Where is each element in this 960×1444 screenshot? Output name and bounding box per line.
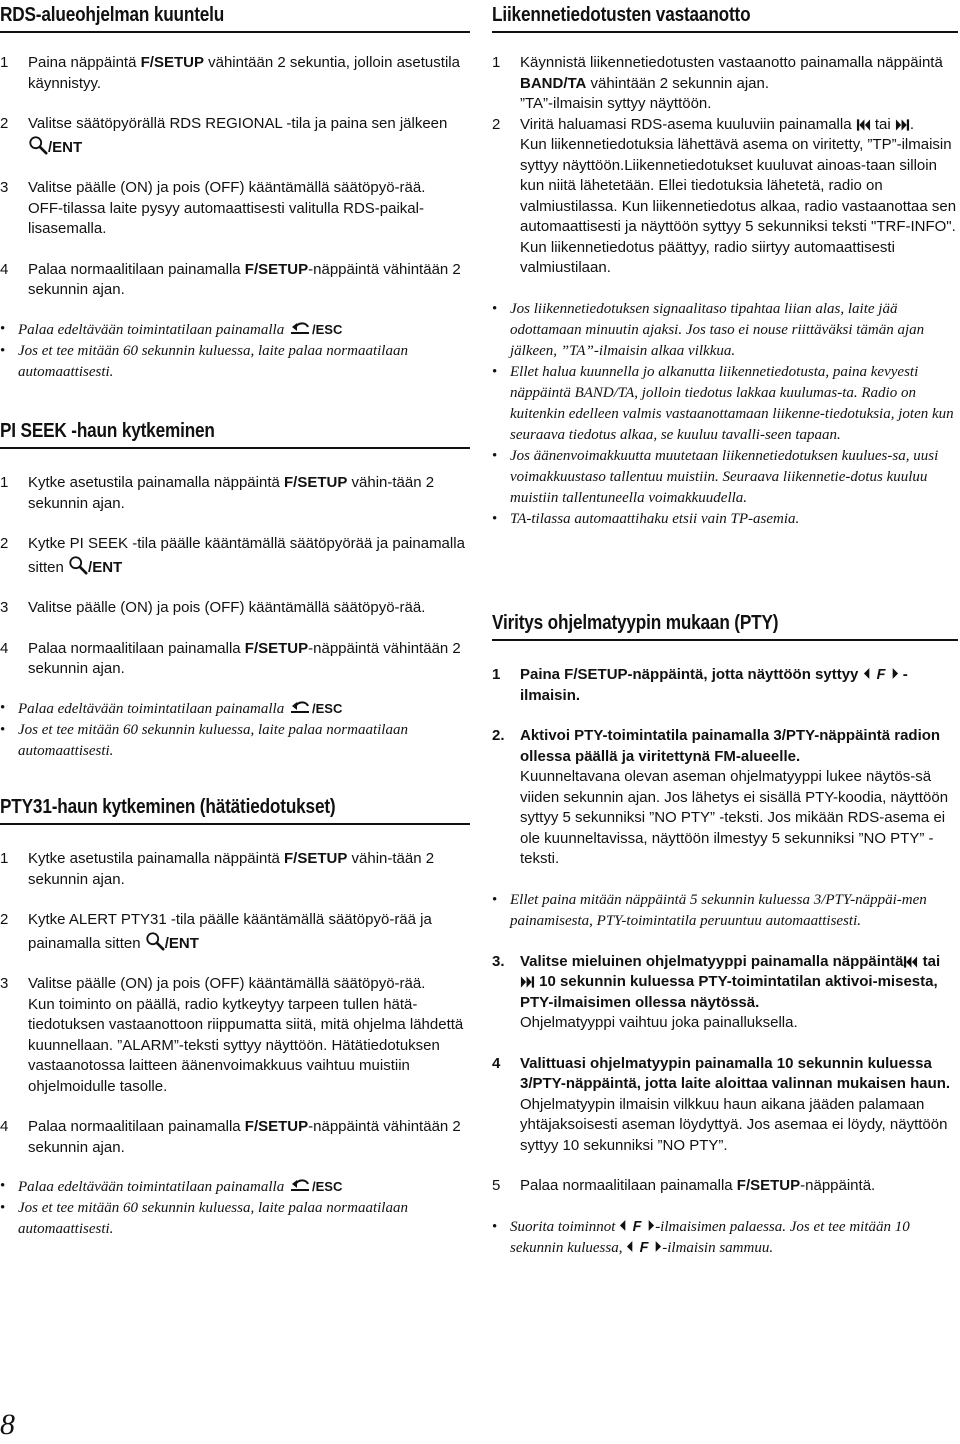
step-note: Kun liikennetiedotuksia lähettävä asema on viritetty, ”TP”-ilmaisin syttyy näyttöön.Liikennetiedotukset kuuluvat ainoas-taan silloin kun niitä lähetetään. Ellei tiedotuksia lähetetä, radio on valmiustilassa. Kun liikennetiedotus alkaa, radio vastaanottaa sen automaattisesti ja näyttöön syttyy 5 sekunniksi teksti "TRF-INFO". Kun liikennetiedotus päättyy, radio siirtyy automaattisesti valmiustilaan. xyxy=(520,136,957,276)
piseek-step-2 xyxy=(0,534,470,578)
title-rule xyxy=(492,639,958,641)
prev-track-icon xyxy=(903,955,918,969)
key-label: F/SETUP xyxy=(244,1118,309,1135)
pty31-step-2 xyxy=(0,910,470,954)
rds-step-1 xyxy=(0,53,470,94)
page-number: 8 xyxy=(0,1408,15,1441)
key-label: BAND/TA xyxy=(520,74,587,92)
step-note: Ohjelmatyyppi vaihtuu joka painalluksella. xyxy=(520,1014,798,1031)
step-text: Kytke asetustila painamalla näppäintä xyxy=(28,850,284,867)
section-title-ta: Liikennetiedotusten vastaanotto xyxy=(492,4,751,26)
bullet-dot: • xyxy=(492,363,498,380)
bullet-text: Suorita toiminnot xyxy=(510,1218,620,1235)
step-number: 2. xyxy=(492,727,505,744)
title-rule xyxy=(492,31,958,33)
bullet-text: Ellet halua kuunnella jo alkanutta liikennetiedotusta, paina kevyesti näppäintä BAND/TA, jolloin tiedotus lakkaa kuulumas-ta. Radio on kuitenkin edelleen valmis vastaanottamaan liikenne-tiedotuksia, joten kun seuraava tiedotus alkaa, se kuuluu tavalli-seen tapaan. xyxy=(510,363,954,443)
step-number: 4 xyxy=(492,1054,501,1072)
bullet-dot: • xyxy=(0,721,6,738)
step-text: vähintään 2 sekunnin ajan. xyxy=(586,74,770,92)
key-label: /ESC xyxy=(311,1179,343,1194)
key-label: /ENT xyxy=(48,138,83,156)
bullet-dot: • xyxy=(0,1200,6,1216)
bullet-text: Palaa edeltävään toimintatilaan painamalla xyxy=(18,1179,288,1195)
section-piseek xyxy=(0,420,470,762)
step-text: 10 sekunnin kuluessa PTY-toimintatilan aktivoi-misesta, PTY-ilmaisimen ollessa näytössä. xyxy=(520,973,938,1011)
bullet-text: Ellet paina mitään näppäintä 5 sekunnin kuluessa 3/PTY-näppäi-men painamisesta, PTY-toimintatila peruuntuu automaattisesti. xyxy=(510,891,927,929)
step-text: -näppäintä vähintään 2 sekunnin ajan. xyxy=(28,639,461,677)
section-title-pty: Viritys ohjelmatyypin mukaan (PTY) xyxy=(492,612,779,634)
step-number: 1 xyxy=(492,666,501,683)
search-icon xyxy=(28,135,48,155)
rds-bullet-1 xyxy=(0,319,470,341)
back-arrow-icon xyxy=(288,698,312,716)
step-text: Kytke PI SEEK -tila päälle kääntämällä säätöpyörää ja painamalla sitten xyxy=(28,535,465,576)
step-text: Palaa normaalitilaan painamalla xyxy=(28,639,245,657)
step-text: -näppäintä radion ollessa päällä ja viritettynä FM-alueelle. xyxy=(520,727,941,765)
pty-step-3 xyxy=(492,952,958,1034)
step-number: 1 xyxy=(492,54,501,71)
title-rule xyxy=(0,823,470,825)
step-note: Kuunneltavana olevan aseman ohjelmatyyppi lukee näytös-sä viiden sekunnin ajan. Jos lähetys ei sisällä PTY-koodia, näyttöön syttyy 5 sekunniksi ”NO PTY” -teksti. Jos mikään RDS-asema ei ole kuunneltavissa, näyttöön ilmestyy 5 sekunniksi ”NO PTY” -teksti. xyxy=(520,768,949,867)
prev-track-icon xyxy=(856,118,871,132)
pty31-bullet-1 xyxy=(0,1176,470,1198)
pty-f-indicator-icon xyxy=(626,1238,662,1255)
step-text: -näppäintä vähintään 2 sekunnin ajan. xyxy=(28,1118,461,1156)
bullet-text: Palaa edeltävään toimintatilaan painamalla xyxy=(18,321,288,338)
step-number: 5 xyxy=(492,1177,501,1194)
pty-step-5 xyxy=(492,1176,958,1197)
bullet-dot: • xyxy=(0,699,6,716)
bullet-text: Jos äänenvoimakkuutta muutetaan liikennetiedotuksen kuulues-sa, uusi voimakkuustaso tallentuu muistiin. Seuraava liikennetie-dotus kuuluu muistiin tallentuneella voimakkuudella. xyxy=(510,447,939,506)
next-track-icon xyxy=(895,118,910,132)
ta-bullet-1 xyxy=(492,299,958,362)
step-text: Kytke ALERT PTY31 -tila päälle kääntämällä säätöpyö-rää ja painamalla sitten xyxy=(28,911,432,952)
ta-step-2 xyxy=(492,115,958,279)
pty-step-1 xyxy=(492,665,958,706)
step-number: 1 xyxy=(0,850,9,867)
ta-bullet-3 xyxy=(492,446,958,509)
step-text: -näppäintä vähintään 2 sekunnin ajan. xyxy=(28,260,461,298)
bullet-dot: • xyxy=(492,1218,498,1235)
step-number: 4 xyxy=(0,639,9,657)
ta-bullet-2 xyxy=(492,362,958,446)
pty31-step-3 xyxy=(0,974,470,1097)
step-text: vähin-tään 2 sekunnin ajan. xyxy=(28,474,435,512)
step-text: Viritä haluamasi RDS-asema kuuluviin painamalla xyxy=(520,115,856,133)
pty31-bullet-2 xyxy=(0,1198,470,1240)
bullet-text: Palaa edeltävään toimintatilaan painamalla xyxy=(18,700,288,717)
bullet-text: -ilmaisin sammuu. xyxy=(662,1239,774,1256)
key-label: F/SETUP xyxy=(284,850,348,867)
step-number: 3 xyxy=(0,975,9,992)
back-arrow-icon xyxy=(288,1176,312,1194)
step-number: 3 xyxy=(0,599,9,616)
step-number: 4 xyxy=(0,1118,9,1135)
step-text: vähintään 2 sekuntia, jolloin asetustila käynnistyy. xyxy=(28,54,460,92)
bullet-dot: • xyxy=(0,320,6,337)
step-number: 3. xyxy=(492,952,505,970)
piseek-step-1 xyxy=(0,473,470,514)
rds-step-3 xyxy=(0,178,470,240)
step-text: Käynnistä liikennetiedotusten vastaanotto painamalla näppäintä xyxy=(520,54,943,71)
piseek-bullet-2 xyxy=(0,720,470,762)
key-label: F/SETUP xyxy=(244,260,309,278)
piseek-step-3 xyxy=(0,598,470,619)
section-pty31 xyxy=(0,796,470,1240)
step-number: 2 xyxy=(492,115,501,133)
bullet-dot: • xyxy=(0,1178,6,1194)
step-text: Palaa normaalitilaan painamalla xyxy=(520,1177,737,1194)
section-title-piseek: PI SEEK -haun kytkeminen xyxy=(0,420,215,442)
step-text: tai xyxy=(918,952,941,970)
title-rule xyxy=(0,447,470,449)
bullet-text: TA-tilassa automaattihaku etsii vain TP-asemia. xyxy=(510,510,800,527)
bullet-dot: • xyxy=(492,300,498,317)
bullet-text: Jos et tee mitään 60 sekunnin kuluessa, laite palaa normaatilaan automaattisesti. xyxy=(18,1200,408,1237)
pty-step-2 xyxy=(492,726,958,870)
next-track-icon xyxy=(520,975,535,989)
section-traffic-announcements xyxy=(492,0,958,530)
step-number: 2 xyxy=(0,535,9,552)
step-text: Aktivoi PTY-toimintatila painamalla xyxy=(520,727,774,744)
back-arrow-icon xyxy=(288,319,312,337)
step-note: OFF-tilassa laite pysyy automaattisesti valitulla RDS-paikal-lisasemalla. xyxy=(28,199,424,237)
pty-f-indicator-icon xyxy=(619,1217,655,1234)
step-number: 2 xyxy=(0,911,9,928)
section-pty-tuning xyxy=(492,612,958,1259)
step-text: Palaa normaalitilaan painamalla xyxy=(28,1118,245,1135)
step-number: 1 xyxy=(0,474,9,491)
step-number: 4 xyxy=(0,260,9,278)
pty-f-indicator-icon xyxy=(863,665,899,682)
step-text: Valitse päälle (ON) ja pois (OFF) kääntämällä säätöpyö-rää. xyxy=(28,599,426,616)
step-text: -ilmaisin. xyxy=(520,666,908,704)
search-icon xyxy=(68,555,88,575)
step-text: Palaa normaalitilaan painamalla xyxy=(28,260,245,278)
step-note: ”TA”-ilmaisin syttyy näyttöön. xyxy=(520,95,712,112)
ta-bullet-4 xyxy=(492,509,958,530)
section-rds xyxy=(0,0,470,383)
piseek-step-4 xyxy=(0,639,470,680)
step-number: 3 xyxy=(0,179,9,196)
key-label: /ESC xyxy=(311,700,343,716)
bullet-dot: • xyxy=(492,891,498,908)
key-label: /ENT xyxy=(164,934,199,952)
step-text: . xyxy=(909,115,915,133)
step-note: Ohjelmatyypin ilmaisin vilkkuu haun aikana jääden palamaan yhtäjaksoisesti aseman löydyttyä. Jos asemaa ei löydy, näyttöön syttyy 10 sekunniksi ”NO PTY”. xyxy=(520,1095,948,1154)
bullet-dot: • xyxy=(492,510,498,527)
step-text: -näppäintä. xyxy=(800,1177,876,1194)
step-text: Valitse mieluinen ohjelmatyyppi painamalla näppäintä xyxy=(520,952,904,970)
step-text: Valitse päälle (ON) ja pois (OFF) kääntämällä säätöpyö-rää. xyxy=(28,975,426,992)
bullet-text: Jos liikennetiedotuksen signaalitaso tipahtaa liian alas, laite jää odottamaan minuutin ajaksi. Jos taso ei nouse riittäväksi tämän ajan jälkeen, ”TA”-ilmaisin alkaa vilkkua. xyxy=(510,300,925,359)
pty-bullet-1 xyxy=(492,890,958,932)
piseek-bullet-1 xyxy=(0,698,470,720)
rds-step-2 xyxy=(0,114,470,158)
step-text: tai xyxy=(870,115,895,133)
step-text: Paina näppäintä xyxy=(28,54,141,71)
rds-step-4 xyxy=(0,260,470,301)
pty31-step-1 xyxy=(0,849,470,890)
step-text: Valitse päälle (ON) ja pois (OFF) kääntämällä säätöpyö-rää. xyxy=(28,179,426,196)
pty-bullet-2 xyxy=(492,1217,958,1259)
step-text: Kytke asetustila painamalla näppäintä xyxy=(28,474,284,491)
step-number: 1 xyxy=(0,54,9,71)
title-rule xyxy=(0,31,470,33)
rds-bullet-2 xyxy=(0,341,470,383)
key-label: /ESC xyxy=(311,321,343,337)
step-text: Valitse säätöpyörällä RDS REGIONAL -tila ja paina sen jälkeen xyxy=(28,115,448,132)
step-text: Paina F/SETUP-näppäintä, jotta näyttöön syttyy xyxy=(520,666,863,683)
bullet-text: -ilmaisimen palaessa. Jos et tee mitään 10 sekunnin kuluessa, xyxy=(510,1218,910,1256)
bullet-text: Jos et tee mitään 60 sekunnin kuluessa, laite palaa normaatilaan automaattisesti. xyxy=(18,721,408,759)
step-note: Kun toiminto on päällä, radio kytkeytyy tarpeen tullen hätä-tiedotuksen vastaanottoon riippumatta siitä, mitä ohjelma lähdettä kuunnellaan. ”ALARM”-teksti syttyy näyttöön. Hätätiedotuksen vastaanotossa laitteen äänenvoimakkuus vaihtuu muistiin ohjelmoidulle tasolle. xyxy=(28,995,464,1095)
section-title-pty31: PTY31-haun kytkeminen (hätätiedotukset) xyxy=(0,796,336,818)
key-label: 3/PTY xyxy=(773,727,815,744)
ta-step-1 xyxy=(492,53,958,115)
section-title-rds: RDS-alueohjelman kuuntelu xyxy=(0,4,225,26)
step-number: 2 xyxy=(0,115,9,132)
search-icon xyxy=(145,931,165,951)
key-label: F/SETUP xyxy=(736,1177,801,1194)
step-text: vähin-tään 2 sekunnin ajan. xyxy=(28,850,435,888)
step-text: Valittuasi ohjelmatyypin painamalla 10 sekunnin kuluessa 3/PTY-näppäintä, jotta laite aloittaa valinnan mukaisen haun. xyxy=(520,1054,951,1092)
key-label: F/SETUP xyxy=(284,474,348,491)
key-label: F/SETUP xyxy=(244,639,309,657)
bullet-text: Jos et tee mitään 60 sekunnin kuluessa, laite palaa normaatilaan automaattisesti. xyxy=(18,342,408,380)
pty-step-4 xyxy=(492,1054,958,1157)
key-label: F/SETUP xyxy=(140,54,204,71)
pty31-step-4 xyxy=(0,1117,470,1158)
bullet-dot: • xyxy=(492,447,498,464)
key-label: /ENT xyxy=(88,558,123,576)
bullet-dot: • xyxy=(0,342,6,359)
